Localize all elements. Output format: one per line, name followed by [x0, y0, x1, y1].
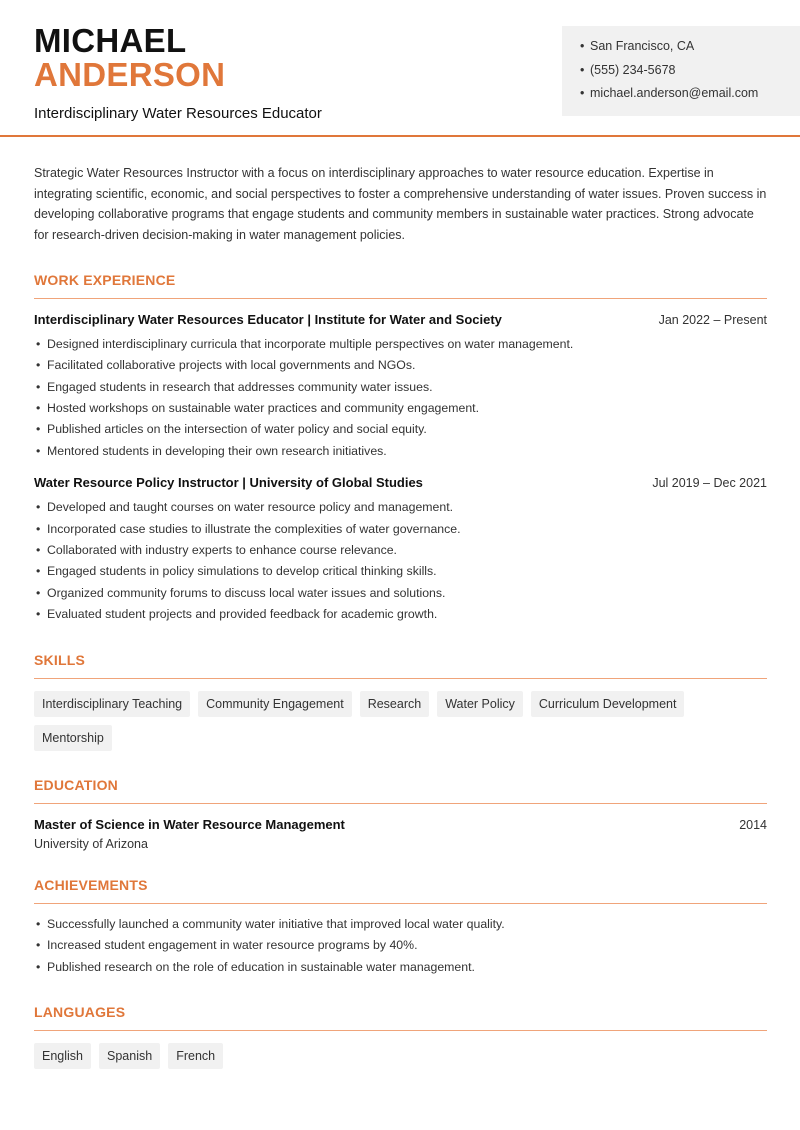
skill-chip: Interdisciplinary Teaching — [34, 691, 190, 717]
bullet-icon: • — [36, 443, 41, 458]
list-item — [34, 377, 767, 398]
list-item — [34, 398, 767, 419]
list-item — [34, 497, 767, 518]
job-date: Jul 2019 – Dec 2021 — [652, 476, 767, 491]
job-date: Jan 2022 – Present — [658, 312, 767, 327]
bullet-icon: • — [36, 938, 41, 953]
list-item — [34, 334, 767, 355]
first-name: MICHAEL — [34, 22, 187, 59]
phone-text: (555) 234-5678 — [590, 62, 676, 77]
bullet-icon: • — [36, 607, 41, 622]
language-chip: French — [168, 1043, 223, 1069]
bullet-icon: • — [36, 358, 41, 373]
job-bullets — [34, 497, 767, 625]
section-title-work: WORK EXPERIENCE — [34, 272, 767, 299]
bullet-text: Organized community forums to discuss local water issues and solutions. — [47, 585, 446, 600]
job-role: Interdisciplinary Water Resources Educator | Institute for Water and Society — [34, 311, 502, 327]
list-item — [34, 355, 767, 376]
section-title-languages: LANGUAGES — [34, 1004, 767, 1031]
bullet-text: Engaged students in research that addresses community water issues. — [47, 379, 433, 394]
section-title-achievements: ACHIEVEMENTS — [34, 877, 767, 904]
last-name: ANDERSON — [34, 56, 226, 93]
bullet-icon: • — [580, 86, 585, 100]
job-header — [34, 475, 767, 490]
location-text: San Francisco, CA — [590, 39, 695, 53]
bullet-icon: • — [36, 500, 41, 515]
education-school: University of Arizona — [34, 836, 148, 851]
job-title: Interdisciplinary Water Resources Educator — [34, 105, 322, 122]
name-block — [34, 24, 322, 122]
bullet-text: Developed and taught courses on water resource policy and management. — [47, 500, 454, 515]
list-item — [34, 540, 767, 561]
bullet-text: Collaborated with industry experts to enhance course relevance. — [47, 543, 397, 558]
bullet-icon: • — [36, 401, 41, 416]
bullet-icon: • — [36, 916, 41, 931]
education-header — [34, 817, 767, 832]
resume-content — [34, 163, 767, 1069]
language-chip: Spanish — [99, 1043, 160, 1069]
skill-chip: Research — [360, 691, 430, 717]
bullet-text: Incorporated case studies to illustrate the complexities of water governance. — [47, 521, 461, 536]
list-item — [34, 583, 767, 604]
job-entry — [34, 475, 767, 625]
list-item — [34, 935, 767, 956]
bullet-icon: • — [36, 564, 41, 579]
bullet-text: Facilitated collaborative projects with local governments and NGOs. — [47, 358, 416, 373]
bullet-text: Mentored students in developing their own research initiatives. — [47, 443, 387, 458]
bullet-icon: • — [36, 422, 41, 437]
resume-header — [0, 0, 800, 137]
job-entry — [34, 312, 767, 462]
bullet-text: Increased student engagement in water resource programs by 40%. — [47, 938, 418, 953]
bullet-icon: • — [36, 379, 41, 394]
bullet-text: Published research on the role of education in sustainable water management. — [47, 959, 475, 974]
bullet-icon: • — [36, 585, 41, 600]
bullet-icon: • — [36, 543, 41, 558]
list-item — [34, 604, 767, 625]
skill-chip: Curriculum Development — [531, 691, 685, 717]
contact-location — [580, 37, 800, 61]
list-item — [34, 561, 767, 582]
section-title-education: EDUCATION — [34, 777, 767, 804]
section-title-skills: SKILLS — [34, 652, 767, 679]
skill-chip: Community Engagement — [198, 691, 352, 717]
bullet-text: Hosted workshops on sustainable water practices and community engagement. — [47, 401, 479, 416]
bullet-icon: • — [36, 336, 41, 351]
language-chip: English — [34, 1043, 91, 1069]
bullet-icon: • — [36, 959, 41, 974]
bullet-text: Successfully launched a community water initiative that improved local water quality. — [47, 916, 505, 931]
bullet-text: Evaluated student projects and provided feedback for academic growth. — [47, 607, 438, 622]
job-header — [34, 312, 767, 327]
bullet-text: Designed interdisciplinary curricula that incorporate multiple perspectives on water management. — [47, 336, 574, 351]
bullet-icon: • — [580, 62, 585, 77]
achievements-list — [34, 914, 767, 978]
skills-list — [34, 691, 767, 751]
job-role: Water Resource Policy Instructor | University of Global Studies — [34, 475, 423, 491]
list-item — [34, 957, 767, 978]
languages-list — [34, 1043, 767, 1069]
summary: Strategic Water Resources Instructor with a focus on interdisciplinary approaches to water resource education. Expertise in integrating scientific, economic, and social perspectives to foster a comprehensive understanding of water issues. Proven success in developing collaborative programs that engage students and community members in sustainable water practices. Strong advocate for research-driven decision-making in water management policies. — [34, 166, 767, 243]
contact-phone — [580, 61, 800, 85]
contact-email — [580, 84, 800, 108]
bullet-text: Engaged students in policy simulations to develop critical thinking skills. — [47, 564, 437, 579]
contact-box — [562, 26, 800, 116]
skill-chip: Water Policy — [437, 691, 523, 717]
list-item — [34, 419, 767, 440]
bullet-text: Published articles on the intersection of water policy and social equity. — [47, 422, 427, 437]
education-degree: Master of Science in Water Resource Management — [34, 816, 345, 832]
skill-chip: Mentorship — [34, 725, 112, 751]
education-entry — [34, 817, 767, 851]
job-bullets — [34, 334, 767, 462]
bullet-icon: • — [580, 39, 585, 53]
list-item — [34, 519, 767, 540]
email-text: michael.anderson@email.com — [590, 86, 759, 100]
education-year: 2014 — [739, 817, 767, 832]
list-item — [34, 914, 767, 935]
list-item — [34, 441, 767, 462]
bullet-icon: • — [36, 521, 41, 536]
